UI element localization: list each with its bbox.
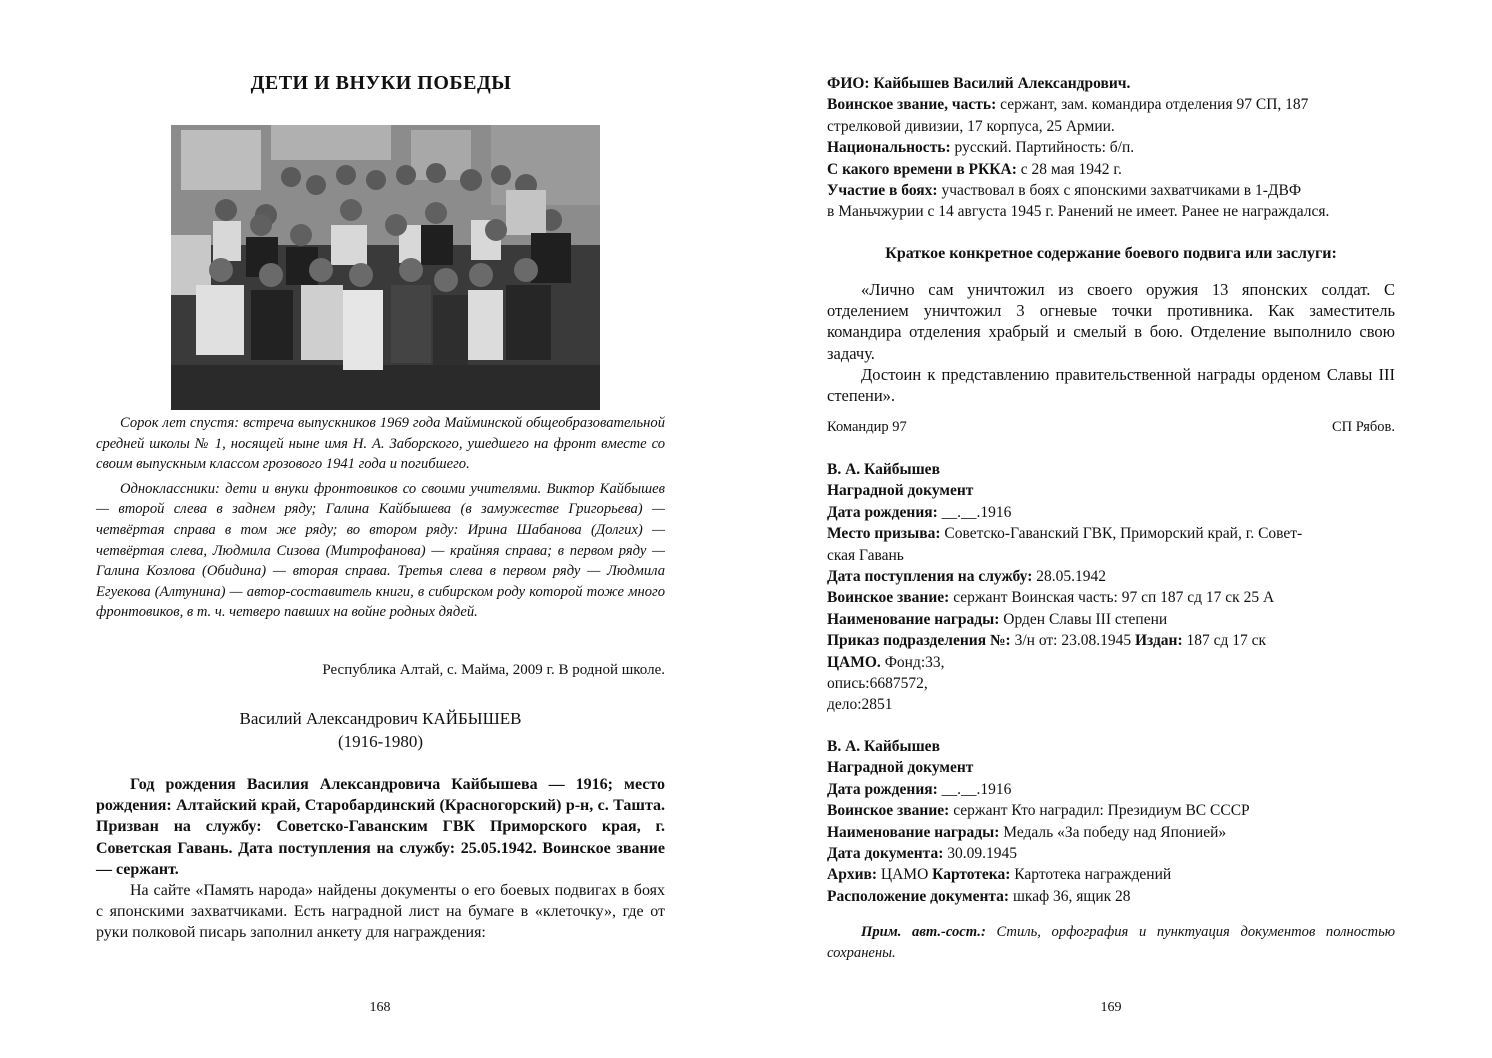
- doc2-date-value: 30.09.1945: [947, 845, 1017, 863]
- award-document-2: [827, 736, 1395, 907]
- doc1-draft-value: Советско-Гаванский ГВК, Приморский край, г. Совет-: [944, 525, 1303, 543]
- doc2-rank-value: сержант Кто наградил: Президиум ВС СССР: [953, 802, 1250, 820]
- author-note-label: Прим. авт.-сост.:: [861, 924, 986, 940]
- doc1-draft-value-continued: ская Гавань: [827, 546, 904, 564]
- doc1-type: Наградной документ: [827, 482, 974, 500]
- doc1-rank-value: сержант Воинская часть: 97 сп 187 сд 17 ск 25 А: [953, 589, 1275, 607]
- page-title: ДЕТИ И ВНУКИ ПОБЕДЫ: [250, 72, 512, 94]
- doc2-award-value: Медаль «За победу над Японией»: [1003, 823, 1227, 841]
- doc2-type: Наградной документ: [827, 759, 974, 777]
- doc1-issued-value: 187 сд 17 ск: [1186, 632, 1267, 650]
- nation-label: Национальность:: [827, 139, 951, 157]
- since-label: С какого времени в РККА:: [827, 160, 1017, 178]
- doc1-archive-value: Фонд:33,: [884, 653, 945, 671]
- doc1-order-value: 3/н от: 23.08.1945: [1014, 632, 1132, 650]
- doc1-issued-label: Издан:: [1134, 632, 1183, 650]
- rank-value: сержант, зам. командира отделения 97 СП, 187: [1000, 96, 1309, 114]
- rank-value-continued: стрелковой дивизии, 17 корпуса, 25 Армии.: [827, 117, 1115, 135]
- biography-summary: Год рождения Василия Александровича Кайбышева — 1916; место рождения: Алтайский край, Старобардинский (Красногорский) р-н, с. Ташта. Призван на службу: Советско-Гаванским ГВК Приморского края, г. Советская Гавань. Дата поступления на службу: 25.05.1942. Воинское звание — сержант.: [96, 776, 665, 878]
- doc2-rank-label: Воинское звание:: [827, 802, 950, 820]
- biography-paragraph: На сайте «Память народа» найдены документы о его боевых подвигах в боях с японскими захватчиками. Есть наградной лист на бумаге в «клеточку», где от руки полковой писарь заполнил анкету для награждения:: [96, 882, 665, 942]
- doc1-order-label: Приказ подразделения №:: [827, 632, 1011, 650]
- doc2-date-label: Дата документа:: [827, 845, 944, 863]
- doc2-birth-label: Дата рождения:: [827, 780, 938, 798]
- since-value: с 28 мая 1942 г.: [1020, 160, 1122, 178]
- doc1-file: дело:2851: [827, 696, 893, 714]
- page-number: 168: [369, 1000, 391, 1015]
- fio-value: Кайбышев Василий Александрович.: [873, 75, 1131, 92]
- class-reunion-photo: [171, 125, 600, 410]
- page-number-right: 169: [1100, 1000, 1122, 1015]
- doc1-archive-label: ЦАМО.: [827, 653, 881, 671]
- doc1-name: В. А. Кайбышев: [827, 461, 940, 478]
- doc1-award-value: Орден Славы III степени: [1003, 610, 1168, 628]
- doc2-location-label: Расположение документа:: [827, 887, 1010, 905]
- doc1-draft-label: Место призыва:: [827, 525, 941, 543]
- nation-value: русский. Партийность: б/п.: [954, 139, 1135, 157]
- author-note: [827, 922, 1395, 964]
- citation-block: [827, 279, 1395, 406]
- life-years: (1916-1980): [338, 732, 423, 751]
- doc1-award-label: Наименование награды:: [827, 610, 1000, 628]
- rank-label: Воинское звание, часть:: [827, 96, 997, 114]
- battles-value-continued: в Маньчжурии с 14 августа 1945 г. Ранений не имеет. Ранее не награждался.: [827, 203, 1330, 221]
- doc2-card-value: Картотека награждений: [1014, 866, 1172, 884]
- citation-paragraph-2: Достоин к представлению правительственной награды орденом Славы III степени».: [827, 364, 1395, 406]
- doc1-service-label: Дата поступления на службу:: [827, 568, 1033, 586]
- doc2-location-value: шкаф 36, ящик 28: [1012, 887, 1131, 905]
- battles-value: участвовал в боях с японскими захватчиками в 1-ДВФ: [941, 182, 1302, 200]
- doc1-rank-label: Воинское звание:: [827, 589, 950, 607]
- doc1-birth-label: Дата рождения:: [827, 503, 938, 521]
- doc2-name: В. А. Кайбышев: [827, 738, 940, 755]
- photo-caption: [96, 413, 665, 623]
- commander-left: Командир 97: [827, 419, 907, 435]
- summary-heading: Краткое конкретное содержание боевого подвига или заслуги:: [885, 245, 1337, 262]
- doc2-card-label: Картотека:: [932, 866, 1011, 884]
- doc2-archive-value: ЦАМО: [880, 866, 929, 884]
- doc2-birth-value: __.__.1916: [941, 780, 1012, 798]
- commander-signature: [827, 417, 1395, 438]
- questionnaire-block: [827, 73, 1395, 223]
- group-photo-image: [171, 125, 600, 410]
- doc1-birth-value: __.__.1916: [941, 503, 1012, 521]
- caption-paragraph-2: Одноклассники: дети и внуки фронтовиков со своими учителями. Виктор Кайбышев — второй слева в заднем ряду; Галина Кайбышева (в замужестве Григорьева) — четвёртая справа в том же ряду; во втором ряду: Ирина Шабанова (Долгих) — четвёртая слева, Людмила Сизова (Митрофанова) — крайняя справа; в первом ряду — Галина Козлова (Обидина) — вторая справа. Третья слева в первом ряду — Людмила Егуекова (Алтунина) — автор-составитель книги, в сибирском роду которой тоже много фронтовиков, в т. ч. четверо павших на войне родных дядей.: [96, 480, 665, 621]
- commander-right: СП Рябов.: [1331, 419, 1395, 435]
- person-name: Василий Александрович КАЙБЫШЕВ: [239, 709, 522, 728]
- author-note-text: Стиль, орфография и пунктуация документов полностью сохранены.: [827, 924, 1396, 961]
- doc1-service-value: 28.05.1942: [1036, 568, 1106, 586]
- biography-heading: [96, 707, 665, 753]
- doc2-archive-label: Архив:: [827, 866, 878, 884]
- award-document-1: [827, 459, 1395, 716]
- caption-paragraph-1: Сорок лет спустя: встреча выпускников 1969 года Майминской общеобразовательной средней школы № 1, носящей ныне имя Н. А. Заборского, ушедшего на фронт вместе со своим выпускным классом грозового 1941 года и погибшего.: [96, 415, 665, 473]
- doc1-inventory: опись:6687572,: [827, 675, 928, 693]
- photo-place-note: Республика Алтай, с. Майма, 2009 г. В родной школе.: [322, 662, 665, 678]
- battles-label: Участие в боях:: [827, 182, 938, 200]
- doc2-award-label: Наименование награды:: [827, 823, 1000, 841]
- fio-label: ФИО:: [827, 75, 870, 92]
- biography-text: [96, 774, 665, 944]
- citation-paragraph-1: «Лично сам уничтожил из своего оружия 13 японских солдат. С отделением уничтожил 3 огневые точки противника. Как заместитель командира отделения храбрый и смелый в бою. Отделение выполнило свою задачу.: [827, 280, 1395, 363]
